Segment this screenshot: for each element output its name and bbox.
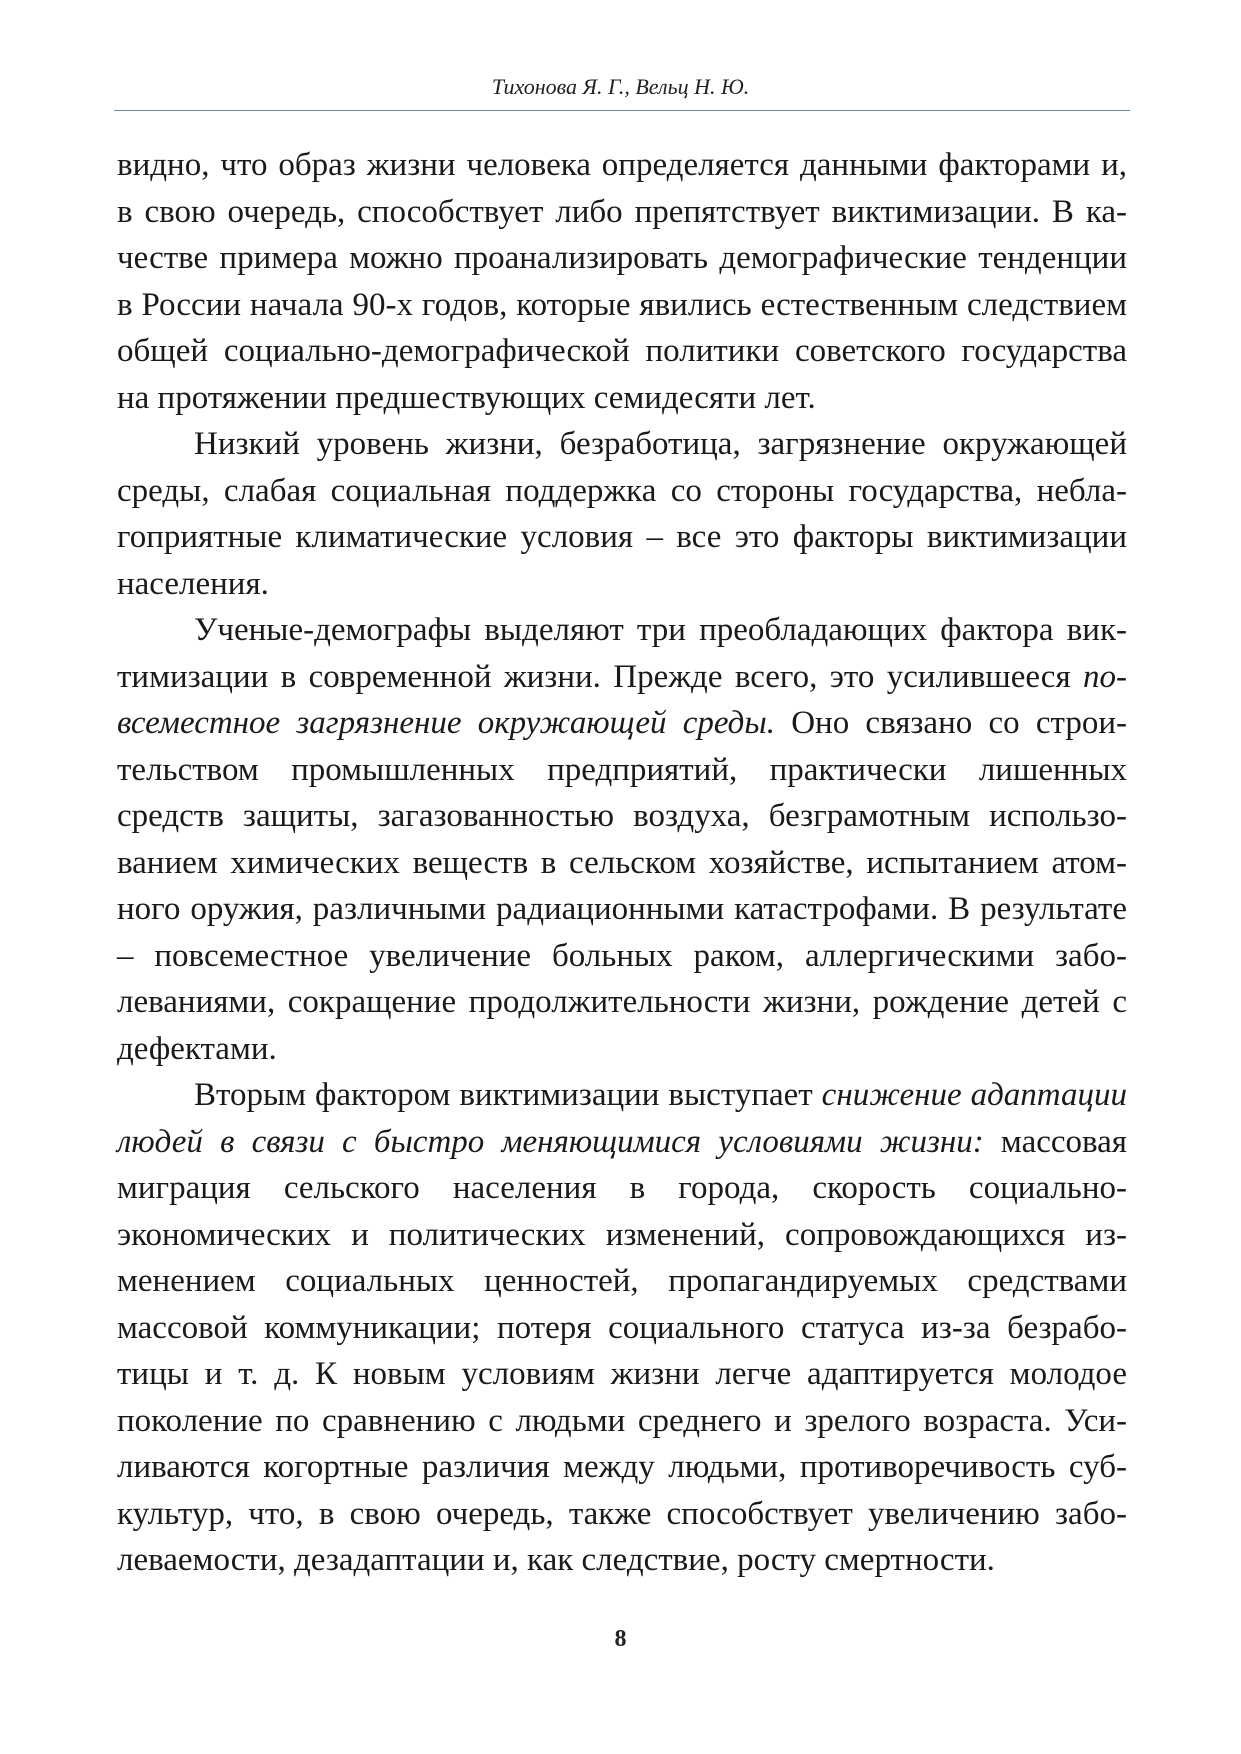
paragraph-3-lead: Ученые-демографы выделяют три преобладающих фактора виктимизации в современной жизни. Прежде всего, это усилившееся bbox=[117, 612, 1127, 695]
body-text bbox=[117, 142, 1127, 1584]
paragraph-2: Низкий уровень жизни, безработица, загрязнение окружающей среды, слабая социальная поддержка со стороны государства, неблагоприятные климатические условия – все это факторы виктимизации населения. bbox=[117, 426, 1127, 602]
paragraph-4 bbox=[117, 1072, 1127, 1584]
paragraph-4-lead: Вторым фактором виктимизации выступает bbox=[194, 1077, 822, 1113]
paragraph-3 bbox=[117, 607, 1127, 1072]
page-number: 8 bbox=[614, 1626, 627, 1652]
paragraph-4-emphasis: снижение адаптации людей в связи с быстро меняющимися условиями жизни: bbox=[117, 1077, 1128, 1160]
paragraph-4-rest: массовая миграция сельского населения в города, скорость социально-экономических и политических изменений, сопровождающихся изменением социальных ценностей, пропагандируемых средствами массовой коммуникации; потеря социального статуса из-за безработицы и т. д. К новым условиям жизни легче адаптируется молодое поколение по сравнению с людьми среднего и зрелого возраста. Усиливаются когортные различия между людьми, противоречивость субкультур, что, в свою очередь, также способствует увеличению заболеваемости, дезадаптации и, как следствие, росту смертности. bbox=[117, 1123, 1127, 1578]
paragraph-3-rest: Оно связано со строительством промышленных предприятий, практически лишенных средств защиты, загазованностью воздуха, безграмотным использованием химических веществ в сельском хозяйстве, испытанием атомного оружия, различными радиационными катастрофами. В результате – повсеместное увеличение больных раком, аллергическими заболеваниями, сокращение продолжительности жизни, рождение детей с дефектами. bbox=[117, 705, 1127, 1067]
paragraph-1: видно, что образ жизни человека определяется данными факторами и, в свою очередь, способствует либо препятствует виктимизации. В качестве примера можно проанализировать демографические тенденции в России начала 90-х годов, которые явились естественным следствием общей социально-демографической политики советского государства на протяжении предшествующих семидесяти лет. bbox=[117, 147, 1127, 416]
paragraph-3-emphasis: повсеместное загрязнение окружающей среды. bbox=[117, 658, 1127, 741]
running-header-authors: Тихонова Я. Г., Вельц Н. Ю. bbox=[491, 74, 750, 99]
header-divider bbox=[114, 110, 1130, 111]
